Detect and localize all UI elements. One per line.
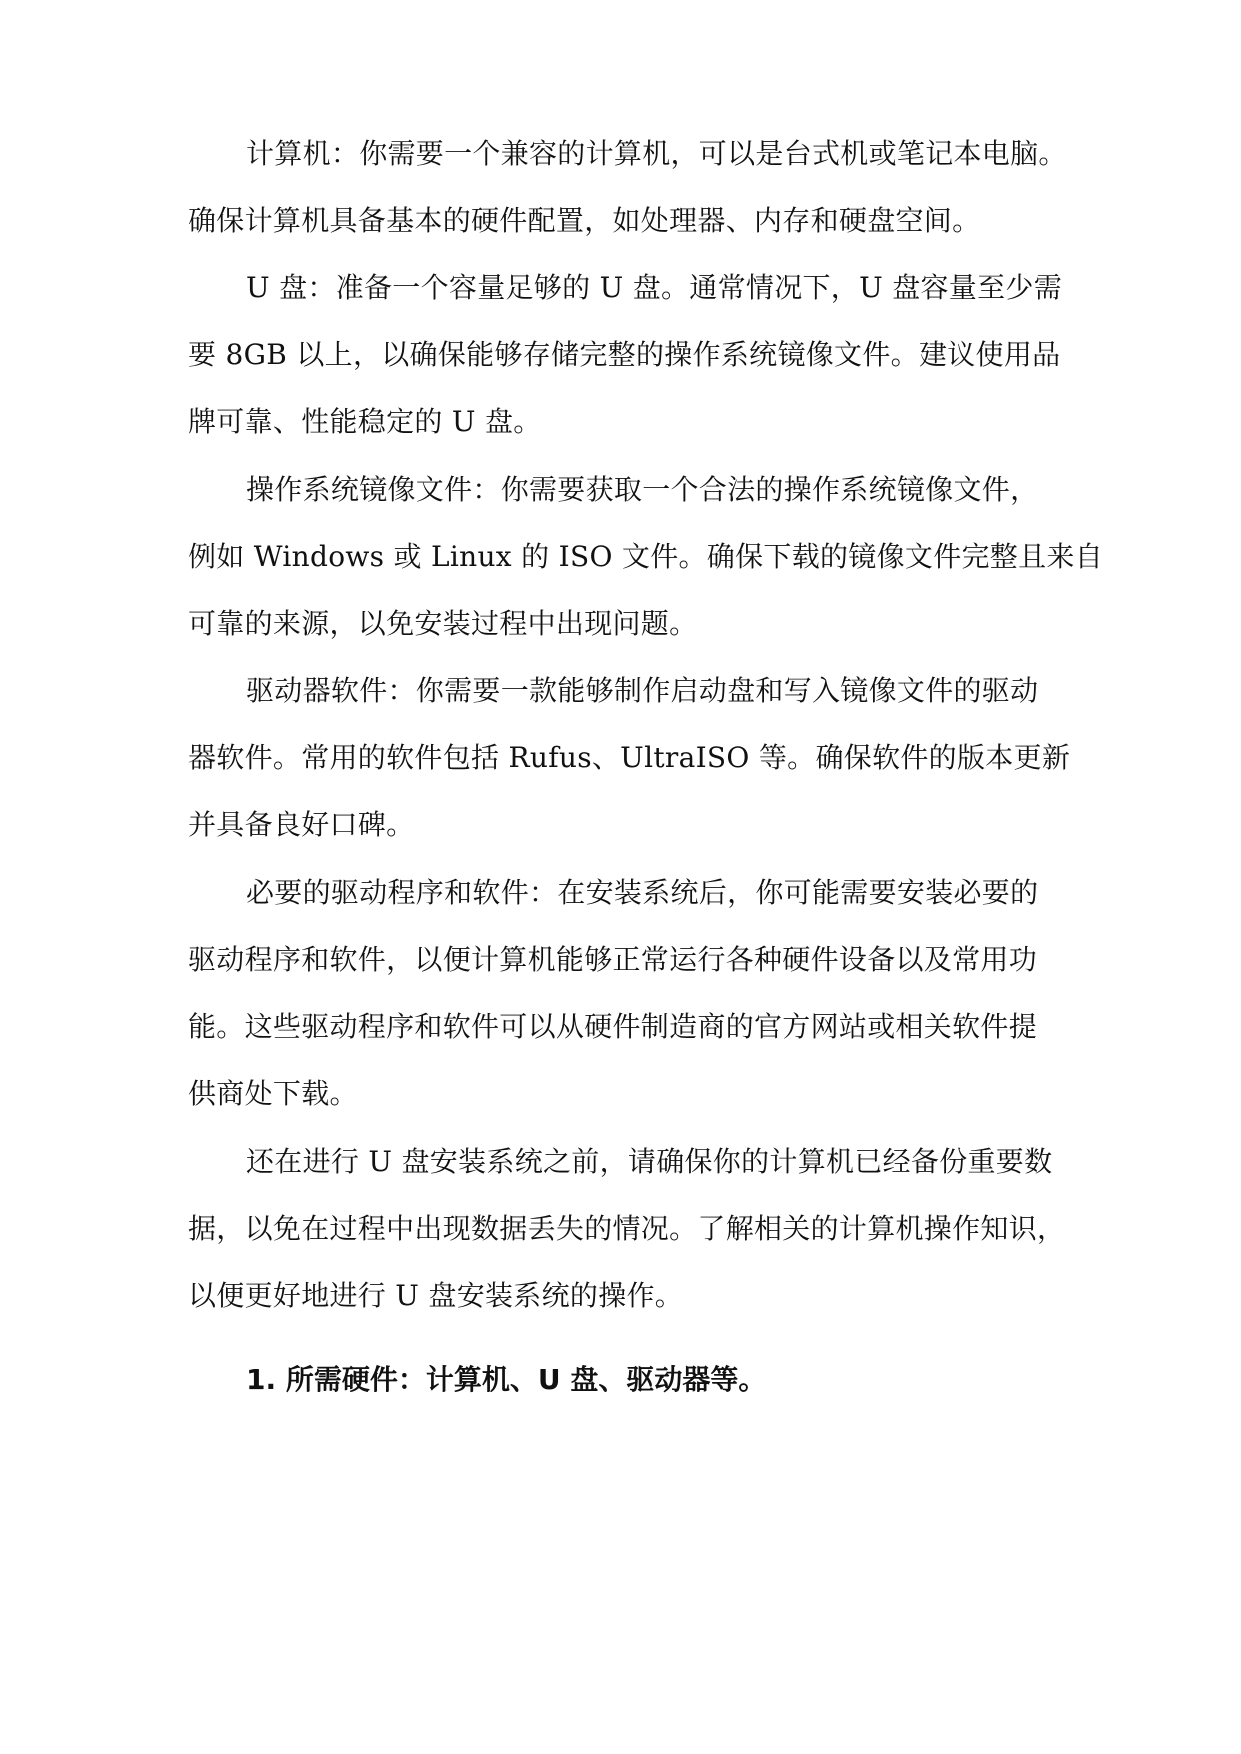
paragraph-5-line-3: 能。这些驱动程序和软件可以从硬件制造商的官方网站或相关软件提: [188, 1010, 1038, 1043]
paragraph-3-line-2: 例如 Windows 或 Linux 的 ISO 文件。确保下载的镜像文件完整且来自: [188, 540, 1104, 573]
paragraph-1-line-1: 计算机：你需要一个兼容的计算机，可以是台式机或笔记本电脑。: [246, 137, 1067, 170]
paragraph-4-line-3: 并具备良好口碑。: [188, 808, 415, 841]
paragraph-2-line-1: U 盘：准备一个容量足够的 U 盘。通常情况下，U 盘容量至少需: [246, 271, 1062, 304]
paragraph-5-line-2: 驱动程序和软件，以便计算机能够正常运行各种硬件设备以及常用功: [188, 943, 1038, 976]
paragraph-3-line-3: 可靠的来源，以免安装过程中出现问题。: [188, 607, 698, 640]
paragraph-2-line-3: 牌可靠、性能稳定的 U 盘。: [188, 405, 542, 438]
paragraph-6-line-1: 还在进行 U 盘安装系统之前，请确保你的计算机已经备份重要数: [246, 1145, 1053, 1178]
section-heading: 1. 所需硬件：计算机、U 盘、驱动器等。: [246, 1363, 767, 1396]
paragraph-4-line-1: 驱动器软件：你需要一款能够制作启动盘和写入镜像文件的驱动: [246, 674, 1039, 707]
paragraph-5-line-4: 供商处下载。: [188, 1077, 358, 1110]
paragraph-2-line-2: 要 8GB 以上，以确保能够存储完整的操作系统镜像文件。建议使用品: [188, 338, 1061, 371]
paragraph-4-line-2: 器软件。常用的软件包括 Rufus、UltraISO 等。确保软件的版本更新: [188, 741, 1071, 774]
paragraph-6-line-2: 据，以免在过程中出现数据丢失的情况。了解相关的计算机操作知识，: [188, 1212, 1066, 1245]
paragraph-1-line-2: 确保计算机具备基本的硬件配置，如处理器、内存和硬盘空间。: [188, 204, 981, 237]
paragraph-5-line-1: 必要的驱动程序和软件：在安装系统后，你可能需要安装必要的: [246, 876, 1039, 909]
paragraph-3-line-1: 操作系统镜像文件：你需要获取一个合法的操作系统镜像文件，: [246, 473, 1039, 506]
paragraph-6-line-3: 以便更好地进行 U 盘安装系统的操作。: [188, 1279, 684, 1312]
